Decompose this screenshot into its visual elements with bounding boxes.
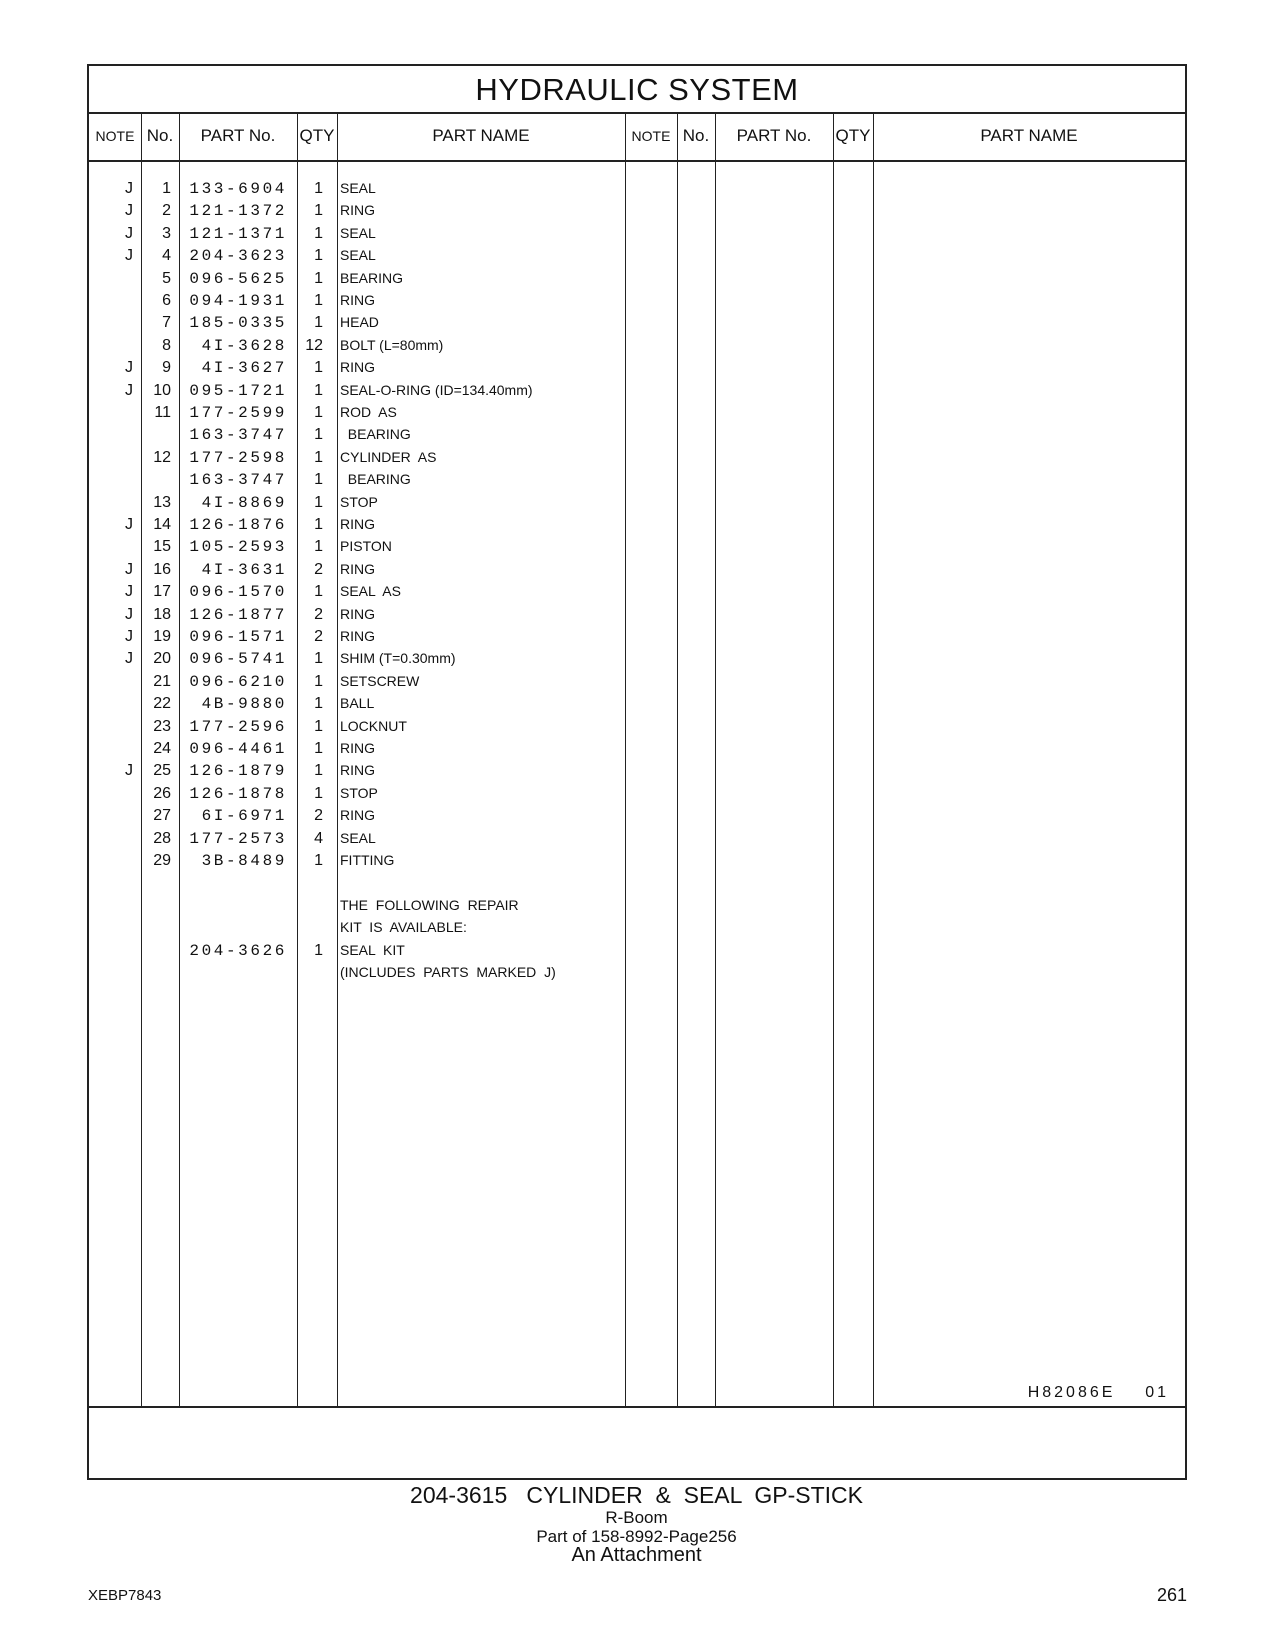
part-name: (INCLUDES PARTS MARKED J) bbox=[340, 964, 556, 980]
table-row bbox=[89, 245, 649, 267]
part-number: 4B-9880 bbox=[201, 695, 287, 714]
table-row bbox=[89, 492, 649, 514]
part-name: LOCKNUT bbox=[340, 717, 407, 734]
part-note: J bbox=[125, 516, 133, 533]
table-row bbox=[89, 581, 649, 603]
part-item-number: 2 bbox=[162, 202, 171, 220]
table-row bbox=[89, 783, 649, 805]
part-number: 177-2596 bbox=[189, 717, 287, 736]
part-quantity: 1 bbox=[314, 941, 323, 959]
table-row bbox=[89, 469, 649, 491]
part-item-number: 9 bbox=[162, 359, 171, 377]
part-name: RING bbox=[340, 605, 375, 622]
header-qty-left: QTY bbox=[299, 126, 335, 145]
part-number: 133-6904 bbox=[189, 180, 287, 198]
column-divider bbox=[677, 112, 678, 1406]
part-note: J bbox=[125, 202, 133, 220]
group-reference: Part of 158-8992-Page256 bbox=[536, 1527, 737, 1546]
part-name: BEARING bbox=[340, 269, 404, 286]
part-quantity: 1 bbox=[314, 247, 323, 265]
part-number: 163-3747 bbox=[189, 471, 287, 490]
table-bottom-divider bbox=[89, 1406, 1185, 1408]
part-name: SEAL bbox=[340, 224, 376, 241]
part-note: J bbox=[125, 359, 133, 377]
table-row bbox=[89, 828, 649, 850]
part-number: 095-1721 bbox=[189, 381, 287, 400]
table-row bbox=[89, 604, 649, 626]
part-item-number: 19 bbox=[153, 628, 171, 645]
table-row bbox=[89, 805, 649, 827]
table-row bbox=[89, 178, 649, 200]
table-row bbox=[89, 962, 649, 984]
part-name: STOP bbox=[340, 784, 378, 801]
table-row bbox=[89, 380, 649, 402]
part-quantity: 4 bbox=[314, 829, 323, 847]
table-row bbox=[89, 223, 649, 245]
part-quantity: 1 bbox=[314, 448, 323, 466]
part-note: J bbox=[125, 560, 133, 578]
part-item-number: 26 bbox=[153, 784, 171, 802]
part-number: 096-6210 bbox=[189, 672, 287, 691]
part-number: 096-1570 bbox=[189, 583, 287, 602]
table-row bbox=[89, 268, 649, 290]
part-number: 126-1878 bbox=[189, 784, 287, 803]
part-name: HEAD bbox=[340, 314, 379, 331]
table-row bbox=[89, 738, 649, 760]
group-subtitle: R-Boom bbox=[605, 1508, 668, 1527]
part-item-number: 25 bbox=[153, 762, 171, 780]
part-name: FITTING bbox=[340, 852, 395, 868]
part-quantity: 2 bbox=[314, 560, 323, 578]
part-item-number: 27 bbox=[153, 807, 171, 825]
table-row bbox=[89, 559, 649, 581]
part-name: RING bbox=[340, 516, 375, 532]
table-row bbox=[89, 514, 649, 536]
part-name: RING bbox=[340, 560, 375, 577]
header-part-no-right: PART No. bbox=[736, 126, 812, 145]
part-name: RING bbox=[340, 359, 375, 376]
part-name: BOLT (L=80mm) bbox=[340, 336, 444, 353]
table-row bbox=[89, 200, 649, 222]
part-quantity: 1 bbox=[314, 650, 323, 668]
part-name: RING bbox=[340, 807, 375, 824]
section-title: HYDRAULIC SYSTEM bbox=[89, 66, 1185, 114]
part-quantity: 1 bbox=[314, 493, 323, 511]
table-row bbox=[89, 760, 649, 782]
table-row bbox=[89, 850, 649, 872]
part-note: J bbox=[125, 381, 133, 399]
table-row bbox=[89, 424, 649, 446]
part-item-number: 14 bbox=[153, 516, 171, 533]
part-quantity: 1 bbox=[314, 516, 323, 533]
part-quantity: 1 bbox=[314, 359, 323, 377]
part-number: 121-1371 bbox=[189, 224, 287, 243]
part-quantity: 2 bbox=[314, 807, 323, 825]
table-row bbox=[89, 312, 649, 334]
part-note: J bbox=[125, 180, 133, 197]
part-number: 204-3626 bbox=[189, 941, 287, 960]
header-note-right: NOTE bbox=[631, 128, 671, 144]
table-row bbox=[89, 626, 649, 648]
part-quantity: 1 bbox=[314, 538, 323, 556]
part-name: SEAL bbox=[340, 829, 376, 846]
part-number: 177-2573 bbox=[189, 829, 287, 848]
header-part-name-left: PART NAME bbox=[432, 126, 530, 145]
header-no-left: No. bbox=[146, 126, 174, 145]
part-quantity: 1 bbox=[314, 404, 323, 421]
part-note: J bbox=[125, 583, 133, 601]
table-header bbox=[89, 112, 1185, 162]
part-note: J bbox=[125, 650, 133, 668]
table-row bbox=[89, 536, 649, 558]
part-name: SEAL bbox=[340, 247, 376, 264]
part-quantity: 1 bbox=[314, 784, 323, 802]
part-quantity: 1 bbox=[314, 224, 323, 242]
part-item-number: 21 bbox=[153, 672, 171, 690]
part-item-number: 8 bbox=[162, 336, 171, 354]
part-name: STOP bbox=[340, 493, 378, 510]
part-name: RING bbox=[340, 628, 375, 644]
part-number: 096-1571 bbox=[189, 628, 287, 646]
part-note: J bbox=[125, 628, 133, 645]
part-name: SEAL bbox=[340, 180, 376, 196]
part-number: 126-1877 bbox=[189, 605, 287, 624]
part-quantity: 1 bbox=[314, 762, 323, 780]
illustration-ref-code: H82086E 01 bbox=[1027, 1384, 1169, 1401]
part-name: CYLINDER AS bbox=[340, 448, 437, 465]
part-name: BALL bbox=[340, 695, 375, 712]
part-name: KIT IS AVAILABLE: bbox=[340, 919, 467, 936]
part-quantity: 1 bbox=[314, 583, 323, 601]
part-quantity: 2 bbox=[314, 628, 323, 645]
part-name: SEAL KIT bbox=[340, 941, 405, 958]
part-number: 126-1879 bbox=[189, 762, 287, 781]
part-name: RING bbox=[340, 292, 375, 308]
table-row bbox=[89, 335, 649, 357]
part-number: 096-4461 bbox=[189, 740, 287, 758]
part-number: 126-1876 bbox=[189, 516, 287, 534]
table-row bbox=[89, 917, 649, 939]
part-quantity: 1 bbox=[314, 292, 323, 309]
part-item-number: 10 bbox=[153, 381, 171, 399]
part-item-number: 4 bbox=[162, 247, 171, 265]
header-qty-right: QTY bbox=[835, 126, 871, 145]
page-number: 261 bbox=[1156, 1585, 1187, 1605]
part-item-number: 1 bbox=[162, 180, 171, 197]
document-id: XEBP7843 bbox=[88, 1587, 162, 1604]
column-divider bbox=[833, 112, 834, 1406]
table-row bbox=[89, 447, 649, 469]
part-number: 163-3747 bbox=[189, 426, 287, 445]
part-item-number: 23 bbox=[153, 717, 171, 735]
part-name: SEAL AS bbox=[340, 583, 401, 600]
part-name: THE FOLLOWING REPAIR bbox=[340, 896, 519, 913]
part-item-number: 18 bbox=[153, 605, 171, 623]
part-number: 094-1931 bbox=[189, 292, 287, 310]
parts-table-frame bbox=[87, 64, 1187, 1480]
table-row bbox=[89, 290, 649, 312]
part-number: 4I-3628 bbox=[201, 336, 287, 355]
part-quantity: 1 bbox=[314, 202, 323, 220]
table-row bbox=[89, 895, 649, 917]
part-number: 6I-6971 bbox=[201, 807, 287, 826]
table-row bbox=[89, 716, 649, 738]
group-category: An Attachment bbox=[571, 1544, 702, 1566]
part-name: SEAL-O-RING (ID=134.40mm) bbox=[340, 381, 533, 398]
table-row bbox=[89, 357, 649, 379]
part-item-number: 5 bbox=[162, 269, 171, 287]
part-item-number: 22 bbox=[153, 695, 171, 713]
part-name: SETSCREW bbox=[340, 672, 420, 689]
part-number: 177-2599 bbox=[189, 404, 287, 422]
part-number: 3B-8489 bbox=[201, 852, 287, 870]
table-row bbox=[89, 872, 649, 894]
part-number: 4I-3627 bbox=[201, 359, 287, 378]
part-number: 177-2598 bbox=[189, 448, 287, 467]
part-item-number: 28 bbox=[153, 829, 171, 847]
part-name: RING bbox=[340, 740, 375, 756]
part-item-number: 13 bbox=[153, 493, 171, 511]
part-quantity: 1 bbox=[314, 426, 323, 444]
part-number: 096-5741 bbox=[189, 650, 287, 669]
part-number: 204-3623 bbox=[189, 247, 287, 266]
part-note: J bbox=[125, 762, 133, 780]
table-row bbox=[89, 671, 649, 693]
part-item-number: 6 bbox=[162, 292, 171, 309]
part-number: 4I-8869 bbox=[201, 493, 287, 512]
column-divider bbox=[873, 112, 874, 1406]
part-name: RING bbox=[340, 762, 375, 779]
part-item-number: 12 bbox=[153, 448, 171, 466]
part-number: 121-1372 bbox=[189, 202, 287, 221]
part-item-number: 17 bbox=[153, 583, 171, 601]
header-part-no-left: PART No. bbox=[200, 126, 276, 145]
part-quantity: 1 bbox=[314, 695, 323, 713]
part-item-number: 29 bbox=[153, 852, 171, 869]
part-item-number: 24 bbox=[153, 740, 171, 757]
part-number: 4I-3631 bbox=[201, 560, 287, 579]
part-note: J bbox=[125, 605, 133, 623]
part-quantity: 1 bbox=[314, 269, 323, 287]
part-quantity: 1 bbox=[314, 381, 323, 399]
part-name: ROD AS bbox=[340, 404, 397, 420]
table-row bbox=[89, 402, 649, 424]
part-name: RING bbox=[340, 202, 375, 219]
part-item-number: 15 bbox=[153, 538, 171, 556]
header-part-name-right: PART NAME bbox=[980, 126, 1078, 145]
part-item-number: 3 bbox=[162, 224, 171, 242]
part-item-number: 11 bbox=[154, 404, 171, 421]
part-note: J bbox=[125, 247, 133, 265]
table-row bbox=[89, 940, 649, 962]
part-quantity: 1 bbox=[314, 717, 323, 735]
table-row bbox=[89, 648, 649, 670]
group-title: 204-3615 CYLINDER & SEAL GP-STICK bbox=[410, 1482, 863, 1508]
part-quantity: 1 bbox=[314, 314, 323, 332]
part-item-number: 20 bbox=[153, 650, 171, 668]
part-name: BEARING bbox=[340, 471, 411, 488]
part-quantity: 1 bbox=[314, 672, 323, 690]
part-item-number: 16 bbox=[153, 560, 171, 578]
part-name: BEARING bbox=[340, 426, 411, 443]
part-number: 185-0335 bbox=[189, 314, 287, 333]
part-number: 105-2593 bbox=[189, 538, 287, 557]
header-note-left: NOTE bbox=[95, 128, 135, 144]
header-no-right: No. bbox=[682, 126, 710, 145]
part-quantity: 1 bbox=[314, 471, 323, 489]
column-divider bbox=[715, 112, 716, 1406]
part-quantity: 1 bbox=[314, 852, 323, 869]
part-number: 096-5625 bbox=[189, 269, 287, 288]
part-quantity: 1 bbox=[314, 180, 323, 197]
part-item-number: 7 bbox=[162, 314, 171, 332]
part-name: PISTON bbox=[340, 538, 392, 555]
part-quantity: 2 bbox=[314, 605, 323, 623]
table-row bbox=[89, 693, 649, 715]
part-note: J bbox=[125, 224, 133, 242]
part-quantity: 12 bbox=[305, 336, 323, 354]
part-name: SHIM (T=0.30mm) bbox=[340, 650, 456, 667]
part-quantity: 1 bbox=[314, 740, 323, 757]
